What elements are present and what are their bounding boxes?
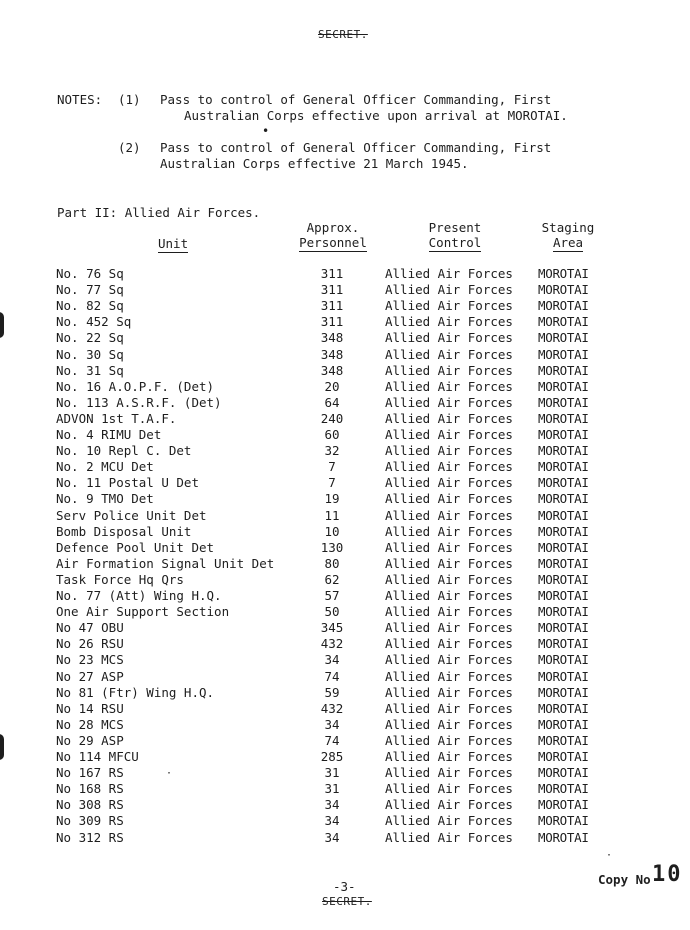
personnel-cell: 62	[324, 571, 340, 587]
unit-cell: No 81 (Ftr) Wing H.Q.	[56, 684, 215, 700]
unit-cell: No. 9 TMO Det	[56, 491, 154, 507]
unit-cell: No. 2 MCU Det	[56, 459, 154, 475]
area-cell: MOROTAI	[538, 475, 589, 491]
note-2-line-2: Australian Corps effective 21 March 1945.	[160, 156, 469, 171]
area-cell: MOROTAI	[538, 620, 589, 636]
area-cell: MOROTAI	[538, 378, 589, 394]
note-1-number: (1)	[118, 92, 141, 107]
table-row	[0, 540, 690, 556]
unit-cell: No. 113 A.S.R.F. (Det)	[56, 394, 222, 410]
table-row	[0, 685, 690, 701]
unit-cell: No. 76 Sq	[56, 266, 124, 281]
personnel-header-line-2: Personnel	[299, 235, 367, 250]
table-row	[0, 395, 690, 411]
area-cell: MOROTAI	[538, 749, 589, 764]
punch-hole-mark	[0, 312, 4, 338]
personnel-cell: 311	[320, 314, 344, 330]
control-cell: Allied Air Forces	[385, 491, 513, 507]
classification-header: SECRET.	[318, 28, 368, 41]
area-cell: MOROTAI	[538, 668, 589, 684]
area-cell: MOROTAI	[538, 394, 589, 410]
unit-cell: No. 22 Sq	[56, 330, 124, 346]
personnel-cell: 59	[324, 684, 340, 700]
unit-cell: No 167 RS	[56, 765, 124, 781]
note-2-line-1: Pass to control of General Officer Commanding, First	[160, 140, 552, 155]
control-column-header	[420, 220, 490, 250]
unit-cell: No. 4 RIMU Det	[56, 427, 162, 442]
area-cell: MOROTAI	[538, 781, 589, 797]
table-row	[0, 379, 690, 395]
personnel-cell: 19	[324, 491, 340, 507]
area-cell: MOROTAI	[538, 459, 589, 475]
unit-cell: No 29 ASP	[56, 732, 124, 748]
note-2-number: (2)	[118, 140, 141, 155]
control-cell: Allied Air Forces	[385, 652, 513, 668]
control-cell: Allied Air Forces	[385, 620, 513, 636]
area-cell: MOROTAI	[538, 298, 589, 314]
copy-number: 10	[652, 862, 683, 887]
personnel-cell: 432	[320, 700, 344, 716]
personnel-cell: 60	[324, 427, 340, 442]
personnel-cell: 34	[324, 829, 340, 845]
area-cell: MOROTAI	[538, 491, 589, 507]
area-cell: MOROTAI	[538, 813, 589, 829]
control-cell: Allied Air Forces	[385, 588, 513, 603]
control-cell: Allied Air Forces	[385, 410, 513, 426]
control-cell: Allied Air Forces	[385, 716, 513, 732]
personnel-cell: 20	[324, 378, 340, 394]
table-row	[0, 443, 690, 459]
table-row	[0, 330, 690, 346]
control-cell: Allied Air Forces	[385, 732, 513, 748]
area-cell: MOROTAI	[538, 732, 589, 748]
area-cell: MOROTAI	[538, 797, 589, 813]
unit-cell: Defence Pool Unit Det	[56, 539, 215, 555]
area-cell: MOROTAI	[538, 571, 589, 587]
table-row	[0, 830, 690, 846]
stray-mark: ·	[166, 768, 173, 779]
control-cell: Allied Air Forces	[385, 394, 513, 410]
area-column-header	[536, 220, 600, 250]
unit-cell: No 28 MCS	[56, 716, 124, 732]
personnel-cell: 7	[328, 459, 336, 475]
punch-hole-mark	[0, 734, 4, 760]
unit-cell: No 26 RSU	[56, 636, 124, 652]
table-row	[0, 363, 690, 379]
table-row	[0, 765, 690, 781]
page-number: -3-	[333, 879, 356, 894]
control-cell: Allied Air Forces	[385, 797, 513, 813]
area-cell: MOROTAI	[538, 282, 589, 298]
unit-cell: No 14 RSU	[56, 700, 124, 716]
area-cell: MOROTAI	[538, 636, 589, 652]
table-row	[0, 475, 690, 491]
control-cell: Allied Air Forces	[385, 443, 513, 459]
control-cell: Allied Air Forces	[385, 298, 513, 314]
control-cell: Allied Air Forces	[385, 507, 513, 523]
control-header-line-2: Control	[428, 235, 482, 250]
control-cell: Allied Air Forces	[385, 330, 513, 346]
unit-header-text: Unit	[158, 236, 189, 251]
control-cell: Allied Air Forces	[385, 459, 513, 475]
unit-cell: Serv Police Unit Det	[56, 507, 207, 523]
table-row	[0, 572, 690, 588]
unit-cell: ADVON 1st T.A.F.	[56, 410, 177, 426]
personnel-cell: 11	[324, 507, 340, 523]
area-cell: MOROTAI	[538, 443, 589, 459]
control-cell: Allied Air Forces	[385, 684, 513, 700]
personnel-cell: 34	[324, 652, 340, 668]
control-cell: Allied Air Forces	[385, 571, 513, 587]
stray-mark: ·	[606, 850, 613, 861]
area-cell: MOROTAI	[538, 410, 589, 426]
area-cell: MOROTAI	[538, 829, 589, 845]
personnel-cell: 50	[324, 604, 340, 620]
control-cell: Allied Air Forces	[385, 781, 513, 797]
unit-cell: No 312 RS	[56, 829, 124, 845]
part-title: Part II: Allied Air Forces.	[57, 205, 261, 220]
unit-cell: Task Force Hq Qrs	[56, 571, 184, 587]
table-row	[0, 733, 690, 749]
table-row	[0, 717, 690, 733]
table-row	[0, 588, 690, 604]
table-row	[0, 652, 690, 668]
personnel-cell: 311	[320, 282, 344, 298]
note-1-line-2: Australian Corps effective upon arrival at MOROTAI.	[184, 108, 568, 123]
copy-label: Copy No	[598, 872, 651, 887]
table-row	[0, 781, 690, 797]
area-cell: MOROTAI	[538, 346, 589, 362]
personnel-cell: 348	[320, 330, 344, 346]
unit-cell: No. 10 Repl C. Det	[56, 443, 192, 459]
area-cell: MOROTAI	[538, 716, 589, 732]
unit-cell: Air Formation Signal Unit Det	[56, 555, 275, 571]
classification-footer: SECRET.	[322, 895, 372, 908]
notes-label: NOTES:	[57, 92, 103, 107]
table-row	[0, 266, 690, 282]
unit-cell: No 114 MFCU	[56, 749, 139, 764]
personnel-cell: 432	[320, 636, 344, 652]
personnel-cell: 348	[320, 346, 344, 362]
table-row	[0, 636, 690, 652]
control-cell: Allied Air Forces	[385, 765, 513, 781]
area-cell: MOROTAI	[538, 588, 589, 603]
area-cell: MOROTAI	[538, 330, 589, 346]
unit-cell: No. 11 Postal U Det	[56, 475, 199, 491]
table-row	[0, 427, 690, 443]
control-cell: Allied Air Forces	[385, 362, 513, 378]
stray-mark: •	[262, 124, 270, 138]
table-row	[0, 797, 690, 813]
control-cell: Allied Air Forces	[385, 555, 513, 571]
unit-cell: No. 30 Sq	[56, 346, 124, 362]
area-cell: MOROTAI	[538, 684, 589, 700]
personnel-cell: 32	[324, 443, 340, 459]
control-cell: Allied Air Forces	[385, 378, 513, 394]
personnel-cell: 31	[324, 765, 340, 781]
area-header-line-1: Staging	[541, 220, 595, 235]
area-cell: MOROTAI	[538, 539, 589, 555]
table-row	[0, 620, 690, 636]
area-cell: MOROTAI	[538, 266, 589, 281]
personnel-cell: 80	[324, 555, 340, 571]
control-cell: Allied Air Forces	[385, 523, 513, 539]
table-row	[0, 282, 690, 298]
unit-cell: No 27 ASP	[56, 668, 124, 684]
control-cell: Allied Air Forces	[385, 282, 513, 298]
area-cell: MOROTAI	[538, 555, 589, 571]
personnel-cell: 31	[324, 781, 340, 797]
table-row	[0, 459, 690, 475]
area-cell: MOROTAI	[538, 604, 589, 620]
personnel-cell: 311	[320, 266, 344, 281]
area-cell: MOROTAI	[538, 652, 589, 668]
unit-cell: Bomb Disposal Unit	[56, 523, 192, 539]
control-header-line-1: Present	[428, 220, 482, 235]
unit-cell: No 23 MCS	[56, 652, 124, 668]
personnel-cell: 64	[324, 394, 340, 410]
personnel-cell: 74	[324, 732, 340, 748]
table-row	[0, 749, 690, 765]
control-cell: Allied Air Forces	[385, 829, 513, 845]
table-row	[0, 556, 690, 572]
unit-cell: No 47 OBU	[56, 620, 124, 636]
unit-column-header	[158, 236, 188, 251]
personnel-cell: 345	[320, 620, 344, 636]
area-cell: MOROTAI	[538, 700, 589, 716]
personnel-cell: 34	[324, 797, 340, 813]
control-cell: Allied Air Forces	[385, 700, 513, 716]
table-row	[0, 347, 690, 363]
table-row	[0, 491, 690, 507]
area-cell: MOROTAI	[538, 427, 589, 442]
personnel-cell: 130	[320, 539, 344, 555]
unit-cell: No. 77 Sq	[56, 282, 124, 298]
personnel-cell: 34	[324, 716, 340, 732]
table-row	[0, 314, 690, 330]
area-cell: MOROTAI	[538, 314, 589, 330]
unit-cell: No 168 RS	[56, 781, 124, 797]
unit-cell: One Air Support Section	[56, 604, 230, 620]
personnel-cell: 7	[328, 475, 336, 491]
table-row	[0, 508, 690, 524]
unit-cell: No. 31 Sq	[56, 362, 124, 378]
personnel-cell: 57	[324, 588, 340, 603]
control-cell: Allied Air Forces	[385, 266, 513, 281]
table-row	[0, 813, 690, 829]
control-cell: Allied Air Forces	[385, 604, 513, 620]
unit-cell: No. 77 (Att) Wing H.Q.	[56, 588, 222, 603]
control-cell: Allied Air Forces	[385, 749, 513, 764]
table-row	[0, 604, 690, 620]
personnel-cell: 240	[320, 410, 344, 426]
control-cell: Allied Air Forces	[385, 475, 513, 491]
table-row	[0, 669, 690, 685]
control-cell: Allied Air Forces	[385, 539, 513, 555]
personnel-column-header	[296, 220, 370, 250]
area-cell: MOROTAI	[538, 523, 589, 539]
control-cell: Allied Air Forces	[385, 427, 513, 442]
personnel-cell: 285	[320, 749, 344, 764]
control-cell: Allied Air Forces	[385, 314, 513, 330]
personnel-cell: 34	[324, 813, 340, 829]
area-cell: MOROTAI	[538, 507, 589, 523]
control-cell: Allied Air Forces	[385, 636, 513, 652]
personnel-cell: 10	[324, 523, 340, 539]
unit-cell: No. 82 Sq	[56, 298, 124, 314]
personnel-cell: 348	[320, 362, 344, 378]
personnel-cell: 74	[324, 668, 340, 684]
table-row	[0, 524, 690, 540]
personnel-cell: 311	[320, 298, 344, 314]
unit-cell: No 308 RS	[56, 797, 124, 813]
control-cell: Allied Air Forces	[385, 813, 513, 829]
unit-cell: No. 452 Sq	[56, 314, 132, 330]
table-row	[0, 701, 690, 717]
control-cell: Allied Air Forces	[385, 346, 513, 362]
personnel-header-line-1: Approx.	[306, 220, 360, 235]
table-row	[0, 411, 690, 427]
unit-cell: No 309 RS	[56, 813, 124, 829]
note-1-line-1: Pass to control of General Officer Commanding, First	[160, 92, 552, 107]
table-row	[0, 298, 690, 314]
control-cell: Allied Air Forces	[385, 668, 513, 684]
area-header-line-2: Area	[552, 235, 584, 250]
area-cell: MOROTAI	[538, 362, 589, 378]
unit-cell: No. 16 A.O.P.F. (Det)	[56, 378, 215, 394]
area-cell: MOROTAI	[538, 765, 589, 781]
